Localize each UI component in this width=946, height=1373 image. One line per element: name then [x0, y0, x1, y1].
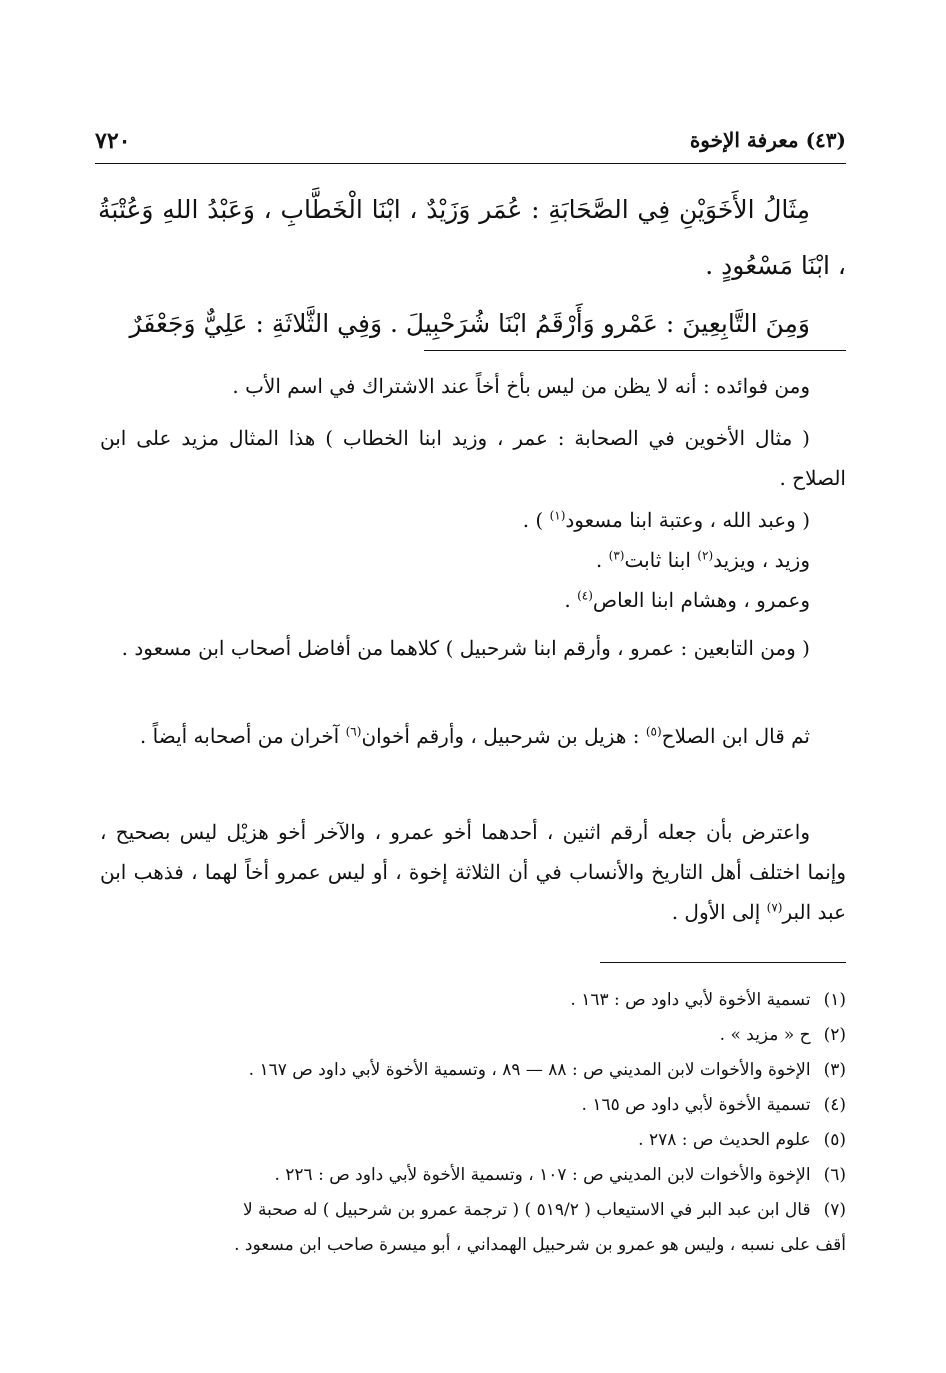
- commentary-paragraph-6: ( ومن التابعين : عمرو ، وأرقم ابنا شرحبيل ) كلاهما من أفاضل أصحاب ابن مسعود .: [121, 636, 810, 660]
- footnote-ref: (١): [549, 508, 566, 523]
- matn-divider: [424, 350, 846, 351]
- footnote-ref: (٢): [697, 548, 714, 563]
- commentary-paragraph-2: ( مثال الأخوين في الصحابة : عمر ، وزيد ابنا الخطاب ) هذا المثال مزيد على ابن الصلاح .: [100, 426, 846, 490]
- commentary-text: ) .: [522, 508, 550, 532]
- commentary-text: آخران من أصحابه أيضاً .: [139, 724, 346, 748]
- footnote-ref: (٧): [766, 900, 783, 915]
- footnote-ref: (٤): [577, 588, 593, 603]
- commentary-text: : هزيل بن شرحبيل ، وأرقم أخوان: [361, 724, 646, 748]
- commentary-paragraph-1: ومن فوائده : أنه لا يظن من ليس بأخ أخاً عند الاشتراك في اسم الأب .: [232, 374, 810, 398]
- commentary-paragraph-7: [100, 716, 846, 756]
- footnote-number: (٦): [823, 1165, 846, 1185]
- chapter-title: (٤٣) معرفة الإخوة: [689, 128, 846, 152]
- matn-paragraph-1: مِثَالُ الأَخَوَيْنِ فِي الصَّحَابَةِ : عُمَر وَزَيْدٌ ، ابْنَا الْخَطَّابِ ، وَعَبْدُ اللهِ وَعُتْبَةُ ، ابْنَا مَسْعُودٍ .: [98, 195, 846, 280]
- commentary-text: إلى الأول .: [671, 900, 767, 924]
- footnote-4: [100, 1088, 846, 1123]
- matn-paragraph-2: وَمِنَ التَّابِعِينَ : عَمْرو وَأَرْقَمُ ابْنَا شُرَحْبِيلَ . وَفِي الثَّلاثَةِ : عَلِيٌّ وَجَعْفَرٌ: [129, 309, 810, 338]
- commentary-text: وزيد ، ويزيد: [713, 548, 810, 572]
- footnote-text: قال ابن عبد البر في الاستيعاب ( ٥١٩/٢ ) ( ترجمة عمرو بن شرحبيل ) له صحبة لا: [242, 1200, 811, 1220]
- footnote-text: تسمية الأخوة لأبي داود ص : ١٦٣ .: [570, 990, 811, 1010]
- footnote-number: (١): [823, 990, 846, 1010]
- footnote-2: [100, 1018, 846, 1053]
- commentary-text: .: [595, 548, 609, 572]
- footnote-ref: (٥): [645, 724, 662, 739]
- commentary-text: وعمرو ، وهشام ابنا العاص: [592, 588, 810, 612]
- commentary-text: واعترض بأن جعله أرقم اثنين ، أحدهما أخو عمرو ، والآخر أخو هزيْل ليس بصحيح ، وإنما اختلف أهل التاريخ والأنساب في أن الثلاثة إخوة ، أو ليس عمرو أخاً لهما ، فذهب ابن عبد البر: [100, 820, 846, 924]
- footnote-number: (٥): [823, 1130, 846, 1150]
- footnote-number: (٧): [823, 1200, 846, 1220]
- running-header: [95, 128, 846, 162]
- footnote-text: الإخوة والأخوات لابن المديني ص : ٨٨ — ٨٩ ، وتسمية الأخوة لأبي داود ص ١٦٧ .: [248, 1060, 811, 1080]
- footnote-divider: [600, 962, 846, 963]
- header-divider: [95, 163, 846, 164]
- footnote-ref: (٣): [608, 548, 625, 563]
- commentary-paragraph-3: [100, 500, 846, 540]
- commentary-text: ( وعبد الله ، وعتبة ابنا مسعود: [565, 508, 810, 532]
- commentary-text: ثم قال ابن الصلاح: [661, 724, 810, 748]
- footnote-number: (٢): [823, 1025, 846, 1045]
- footnote-7: [100, 1193, 846, 1228]
- footnote-text: تسمية الأخوة لأبي داود ص ١٦٥ .: [581, 1095, 811, 1115]
- commentary-text: .: [564, 588, 578, 612]
- commentary-paragraph-5: [100, 580, 846, 620]
- footnote-1: [100, 983, 846, 1018]
- commentary-paragraph-8: [100, 812, 846, 932]
- footnote-7-continuation: أقف على نسبه ، وليس هو عمرو بن شرحبيل الهمداني ، أبو ميسرة صاحب ابن مسعود .: [234, 1235, 846, 1255]
- footnote-text: ح « مزيد » .: [719, 1025, 811, 1045]
- commentary-text: ابنا ثابت: [624, 548, 698, 572]
- footnote-3: [100, 1053, 846, 1088]
- footnote-5: [100, 1123, 846, 1158]
- commentary-paragraph-4: [100, 540, 846, 580]
- footnote-number: (٤): [823, 1095, 846, 1115]
- footnote-number: (٣): [823, 1060, 846, 1080]
- footnote-6: [100, 1158, 846, 1193]
- page-number: ٧٢٠: [95, 128, 131, 154]
- footnote-text: علوم الحديث ص : ٢٧٨ .: [638, 1130, 811, 1150]
- footnote-ref: (٦): [345, 724, 362, 739]
- footnote-text: الإخوة والأخوات لابن المديني ص : ١٠٧ ، وتسمية الأخوة لأبي داود ص : ٢٢٦ .: [274, 1165, 811, 1185]
